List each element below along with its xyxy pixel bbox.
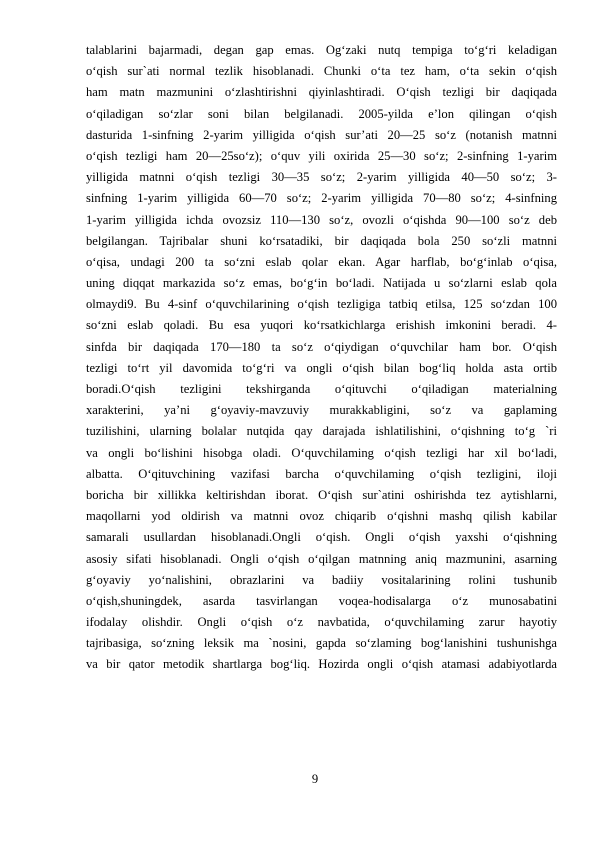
text-line: ham matn mazmunini o‘zlashtirishni qiyinlashtiradi. O‘qish tezligi bir daqiqada — [86, 85, 557, 100]
text-line: olmaydi9. Bu 4-sinf o‘quvchilarining o‘qish tezligiga tatbiq etilsa, 125 so‘zdan 100 — [86, 297, 557, 312]
document-body — [86, 40, 557, 676]
text-line: ifodalay olishdir. Ongli o‘qish o‘z navbatida, o‘quvchilaming zarur hayotiy — [86, 615, 557, 630]
text-line: tuzilishini, ularning bolalar nutqida qay darajada ishlatilishini, o‘qishning to‘g `ri — [86, 424, 557, 439]
text-line: va bir qator metodik shartlarga bog‘liq. Hozirda ongli o‘qish atamasi adabiyotlarda — [86, 657, 557, 672]
text-line: asosiy sifati hisoblanadi. Ongli o‘qish o‘qilgan matnning aniq mazmunini, asarning — [86, 551, 557, 566]
text-line: o‘qish,shuningdek, asarda tasvirlangan voqea-hodisalarga o‘z munosabatini — [86, 593, 557, 608]
text-line: xarakterini, ya’ni g‘oyaviy-mavzuviy murakkabligini, so‘z va gaplaming — [86, 403, 557, 418]
page-number: 9 — [311, 772, 319, 786]
text-line: maqollarni yod oldirish va matnni ovoz chiqarib o‘qishni mashq qilish kabilar — [86, 509, 557, 524]
text-line: sinfda bir daqiqada 170—180 ta so‘z o‘qiydigan o‘quvchilar ham bor. O‘qish — [86, 339, 557, 354]
text-line: o‘qish sur`ati normal tezlik hisoblanadi. Chunki o‘ta tez ham, o‘ta sekin o‘qish — [86, 64, 557, 79]
text-line: albatta. O‘qituvchining vazifasi barcha o‘quvchilaming o‘qish tezligini, iloji — [86, 466, 557, 481]
text-line: talablarini bajarmadi, degan gap emas. Og‘zaki nutq tempiga to‘g‘ri keladigan — [86, 43, 557, 57]
text-line: va ongli bo‘lishini hisobga oladi. O‘quvchilaming o‘qish tezligi har xil bo‘ladi, — [86, 445, 557, 460]
text-line: o‘qisa, undagi 200 ta so‘zni eslab qolar ekan. Agar harflab, bo‘g‘inlab o‘qisa, — [86, 254, 557, 269]
text-line: o‘qish tezligi ham 20—25so‘z); o‘quv yili oxirida 25—30 so‘z; 2-sinfning 1-yarim — [86, 148, 557, 163]
text-line: so‘zni eslab qoladi. Bu esa yuqori ko‘rsatkichlarga erishish imkonini beradi. 4- — [86, 318, 557, 333]
text-line: uning diqqat markazida so‘z emas, bo‘g‘in bo‘ladi. Natijada u so‘zlarni eslab qola — [86, 276, 557, 291]
text-line: dasturida 1-sinfning 2-yarim yilligida o‘qish sur’ati 20—25 so‘z (notanish matnni — [86, 127, 557, 142]
text-line: boricha bir xillikka keltirishdan iborat. O‘qish sur`atini oshirishda tez aytishlarni, — [86, 487, 557, 502]
text-line: boradi.O‘qish tezligini tekshirganda o‘qituvchi o‘qiladigan materialning — [86, 382, 557, 396]
text-line: tezligi to‘rt yil davomida to‘g‘ri va ongli o‘qish bilan bog‘liq holda asta ortib — [86, 360, 557, 375]
text-line: tajribasiga, so‘zning leksik ma `nosini, gapda so‘zlaming bog‘lanishini tushunishga — [86, 636, 557, 651]
text-line: sinfning 1-yarim yilligida 60—70 so‘z; 2-yarim yilligida 70—80 so‘z; 4-sinfning — [86, 191, 557, 206]
text-line: g‘oyaviy yo‘nalishini, obrazlarini va badiiy vositalarining rolini tushunib — [86, 572, 557, 587]
text-line: o‘qiladigan so‘zlar soni bilan belgilanadi. 2005-yilda e’lon qilingan o‘qish — [86, 106, 557, 121]
text-line: yilligida matnni o‘qish tezligi 30—35 so‘z; 2-yarim yilligida 40—50 so‘z; 3- — [86, 170, 557, 185]
text-line: 1-yarim yilligida ichda ovozsiz 110—130 so‘z, ovozli o‘qishda 90—100 so‘z deb — [86, 212, 557, 227]
text-line: samarali usullardan hisoblanadi.Ongli o‘qish. Ongli o‘qish yaxshi o‘qishning — [86, 530, 557, 545]
text-line: belgilangan. Tajribalar shuni ko‘rsatadiki, bir daqiqada bola 250 so‘zli matnni — [86, 233, 557, 248]
